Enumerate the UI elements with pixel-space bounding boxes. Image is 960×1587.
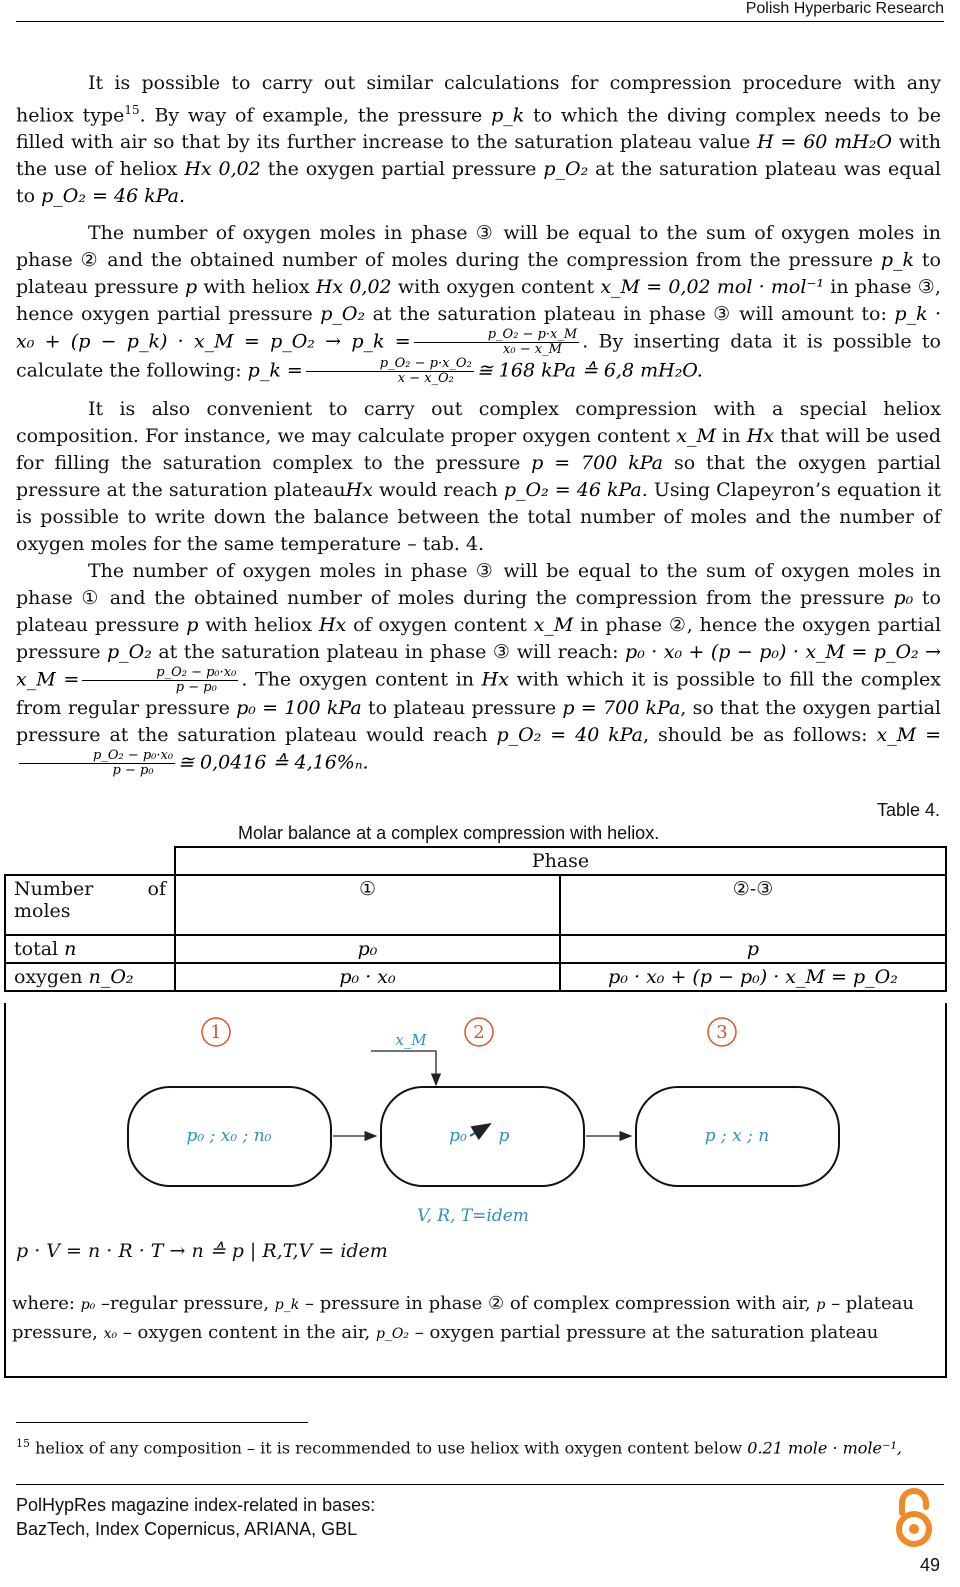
- phase-2-start: p₀: [449, 1126, 467, 1146]
- table-caption: Molar balance at a complex compression with heliox.: [238, 823, 660, 843]
- paragraph-1: It is possible to carry out similar calculations for compression procedure with any heliox type$^{15}$. By way of example, the pressure p_k to which the diving complex needs to be filled with air so that by its further increase to the saturation plateau value H = 60 mH₂O with the use of heliox Hx 0,02 the oxygen partial pressure p_O₂ at the saturation plateau was equal to p_O₂ = 46 kPa.: [16, 72, 942, 208]
- paragraph-4: The number of oxygen moles in phase ③ will be equal to the sum of oxygen moles in phase ① and the obtained number of moles during the compression from the pressure p₀ to plateau pressure p with heliox Hx of oxygen content x_M in phase ②, hence the oxygen partial pressure p_O₂ at the saturation plateau in phase ③ will reach: p₀ · x₀ + (p − p₀) · x_M = p_O₂ → x_M = $\frac{\text{p\_O₂ − p₀·x₀}}{\text{p − p₀}}$ . The oxygen content in Hx with which it is possible to fill the complex from regular pressure p₀ = 100 kPa to plateau pressure p = 700 kPa, so that the oxygen partial pressure at the saturation plateau would reach p_O₂ = 40 kPa, should be as follows: x_M = $\frac{\text{p\_O₂ − p₀·x₀}}{\text{p − p₀}}$ ≅ 0,0416 ≙ 4,16%ₙ.: [16, 560, 942, 779]
- footnote-ref[interactable]: 15: [124, 103, 140, 117]
- phase-3-state: p ; x ; n: [704, 1126, 770, 1146]
- fraction-1: $\frac{\text{p\_O₂ − p·x\_M}}{\text{x₀ − x\_M}}$: [414, 328, 579, 357]
- page-number: 49: [919, 1555, 940, 1575]
- xm-input-arrow: [371, 1051, 436, 1085]
- phase-header: Phase: [175, 847, 946, 875]
- phase-2-number: 2: [473, 1022, 485, 1043]
- paragraph-3: It is also convenient to carry out complex compression with a special heliox composition. For instance, we may calculate proper oxygen content x_M in Hx that will be used for filling the saturation complex to the pressure p = 700 kPa so that the oxygen partial pressure at the saturation plateauHx would reach p_O₂ = 46 kPa. Using Clapeyron’s equation it is possible to write down the balance between the total number of moles and the number of oxygen moles for the same temperature – tab. 4.: [16, 398, 941, 556]
- oxygen-row-label: oxygen n_O₂: [5, 963, 175, 991]
- legend-where: where: p₀ –regular pressure, p_k – pressure in phase ② of complex compression with air, p – plateau pressure, x₀ – oxygen content in the air, p_O₂ – oxygen partial pressure at the saturation plateau: [12, 1293, 915, 1343]
- oxygen-cell-2: p₀ · x₀ + (p − p₀) · x_M = p_O₂: [560, 963, 946, 991]
- equation-2: p_k =: [247, 359, 303, 382]
- paragraph-2: The number of oxygen moles in phase ③ will be equal to the sum of oxygen moles in phase ② and the obtained number of moles during the compression from the pressure p_k to plateau pressure p with heliox Hx 0,02 with oxygen content x_M = 0,02 mol · mol⁻¹ in phase ③, hence oxygen partial pressure p_O₂ at the saturation plateau in phase ③ will amount to: p_k · x₀ + (p − p_k) · x_M = p_O₂ → p_k = $\frac{\text{p\_O₂ − p·x\_M}}{\text{x₀ − x\_M}}$ . By inserting data it is possible to calculate the following: p_k = $\frac{\text{p\_O₂ − p·x\_O₂}}{\text{x − x\_O₂}}$ ≅ 168 kPa ≙ 6,8 mH₂O.: [16, 222, 942, 387]
- footer-indexing: PolHypRes magazine index-related in bases: BazTech, Index Copernicus, ARIANA, GBL: [16, 1495, 376, 1539]
- phase-diagram: [6, 1003, 945, 1376]
- phase-col-2: ②-③: [560, 875, 946, 935]
- phase-1-state: p₀ ; x₀ ; n₀: [186, 1126, 272, 1146]
- fraction-4: $\frac{\text{p\_O₂ − p₀·x₀}}{\text{p − p₀}}$: [19, 749, 175, 778]
- total-row-label: total n: [5, 935, 175, 963]
- header-rule: [16, 21, 944, 22]
- oxygen-cell-1: p₀ · x₀: [175, 963, 560, 991]
- fraction-3: $\frac{\text{p\_O₂ − p₀·x₀}}{\text{p − p₀}}$: [82, 666, 238, 695]
- footer-rule: [16, 1484, 944, 1485]
- phase-col-1: ①: [175, 875, 560, 935]
- phase-2-end: p: [498, 1126, 510, 1146]
- table-row: [5, 847, 946, 875]
- phase-diagram-box: [4, 1003, 947, 1378]
- total-cell-2: p: [560, 935, 946, 963]
- table-label: Table 4.: [876, 800, 940, 820]
- equation-3: p₀ · x₀ + (p − p₀) · x_M = p_O₂ → x_M =: [16, 641, 942, 691]
- equation-1: p_k · x₀ + (p − p_k) · x_M = p_O₂ → p_k =: [16, 303, 942, 353]
- open-access-icon: [892, 1487, 936, 1549]
- total-cell-1: p₀: [175, 935, 560, 963]
- row-header: Number of moles: [5, 875, 175, 935]
- phase-2-box: [381, 1087, 584, 1186]
- clapeyron-equation: p · V = n · R · T → n ≙ p | R,T,V = idem: [16, 1240, 388, 1262]
- footnote-rule: [16, 1422, 308, 1423]
- body-text: [16, 70, 941, 778]
- table-row: [5, 963, 946, 991]
- footnote: $^{15}$ heliox of any composition – it is recommended to use heliox with oxygen content below 0.21 mole · mole⁻¹,: [16, 1437, 902, 1458]
- constant-conditions: V, R, T=idem: [417, 1206, 529, 1226]
- table-row: [5, 935, 946, 963]
- phase-1-number: 1: [210, 1022, 222, 1043]
- fraction-2: $\frac{\text{p\_O₂ − p·x\_O₂}}{\text{x − x\_O₂}}$: [306, 357, 474, 386]
- phase-3-number: 3: [716, 1022, 728, 1043]
- running-header: Polish Hyperbaric Research: [745, 0, 944, 17]
- molar-balance-table: [4, 846, 947, 992]
- xm-input-label: x_M: [395, 1031, 427, 1049]
- table-row: [5, 875, 946, 935]
- equation-4: x_M =: [876, 724, 941, 747]
